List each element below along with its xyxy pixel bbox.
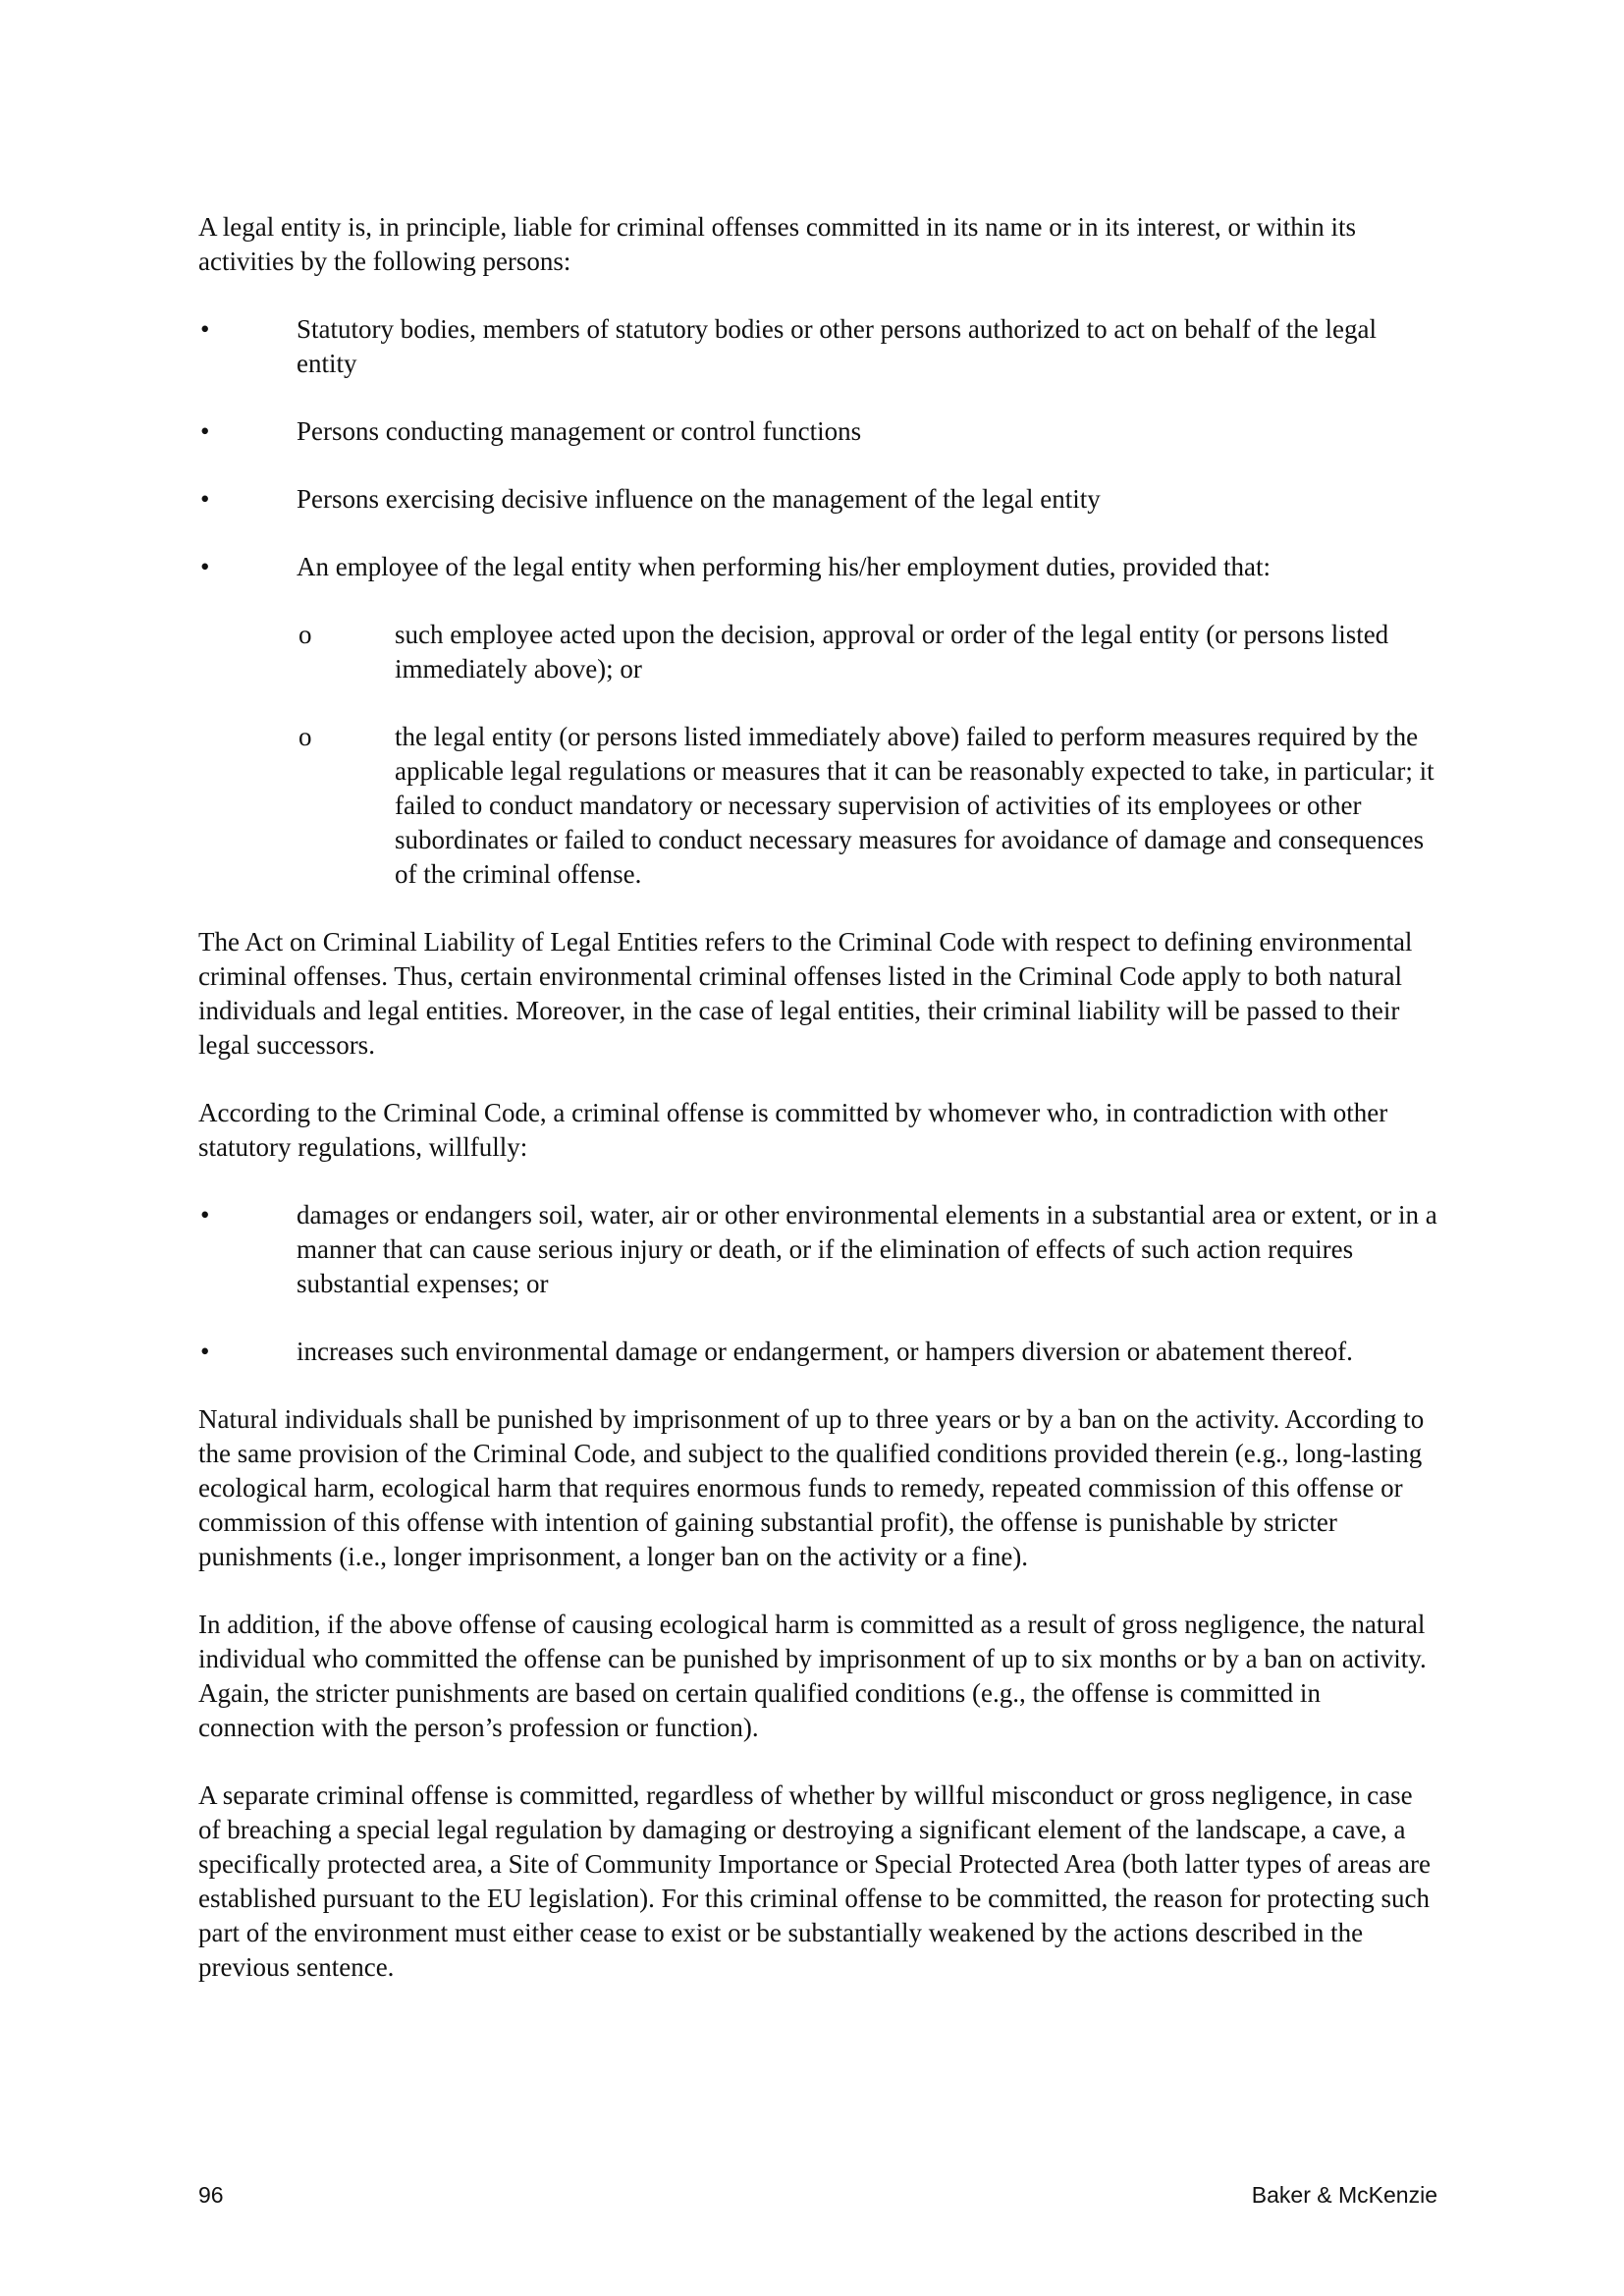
negligence-paragraph: In addition, if the above offense of causing ecological harm is committed as a result of gross negligence, the natural individual who committed the offense can be punished by imprisonment of up to six months or by a ban on activity. Again, the stricter punishments are based on certain qualified conditions (e.g., the offense is committed in connection with the person’s profession or function). xyxy=(198,1610,1427,1742)
list-item-text: damages or endangers soil, water, air or other environmental elements in a substantial area or extent, or in a manner that can cause serious injury or death, or if the elimination of effects of such action requires substantial expenses; or xyxy=(297,1200,1437,1298)
list-item-text: An employee of the legal entity when performing his/her employment duties, provided that: xyxy=(297,552,1271,581)
list-item-text: Statutory bodies, members of statutory bodies or other persons authorized to act on behalf of the legal entity xyxy=(297,314,1377,378)
sub-list-item xyxy=(297,618,1437,686)
bullet-icon: • xyxy=(200,416,210,446)
list-item xyxy=(198,550,1437,892)
sub-list-item-text: the legal entity (or persons listed immediately above) failed to perform measures required by the applicable legal regulations or measures that it can be reasonably expected to take, in particular; it failed to conduct mandatory or necessary supervision of activities of its employees or other subordinates or failed to conduct necessary measures for avoidance of damage and consequences of the criminal offense. xyxy=(395,722,1435,889)
liable-persons-list xyxy=(198,312,1437,892)
act-paragraph: The Act on Criminal Liability of Legal Entities refers to the Criminal Code with respect to defining environmental criminal offenses. Thus, certain environmental criminal offenses listed in the Criminal Code apply to both natural individuals and legal entities. Moreover, in the case of legal entities, their criminal liability will be passed to their legal successors. xyxy=(198,927,1413,1060)
list-item xyxy=(198,414,1437,449)
list-item xyxy=(198,1198,1437,1301)
sub-bullet-icon: o xyxy=(298,722,312,751)
bullet-icon: • xyxy=(200,1337,210,1366)
document-body xyxy=(198,210,1437,2018)
list-item-text: Persons exercising decisive influence on the management of the legal entity xyxy=(297,484,1101,514)
list-item xyxy=(198,312,1437,381)
bullet-icon: • xyxy=(200,1200,210,1230)
separate-offense-paragraph: A separate criminal offense is committed, regardless of whether by willful misconduct or gross negligence, in case of breaching a special legal regulation by damaging or destroying a significant element of the landscape, a cave, a specifically protected area, a Site of Community Importance or Special Protected Area (both latter types of areas are established pursuant to the EU legislation). For this criminal offense to be committed, the reason for protecting such part of the environment must either cease to exist or be substantially weakened by the actions described in the previous sentence. xyxy=(198,1780,1431,1982)
sub-bullet-icon: o xyxy=(298,620,312,649)
bullet-icon: • xyxy=(200,552,210,581)
bullet-icon: • xyxy=(200,314,210,344)
criminal-code-paragraph: According to the Criminal Code, a criminal offense is committed by whomever who, in contradiction with other statutory regulations, willfully: xyxy=(198,1098,1388,1162)
list-item xyxy=(198,1335,1437,1369)
footer-brand: Baker & McKenzie xyxy=(1251,2182,1437,2208)
punishment-paragraph: Natural individuals shall be punished by imprisonment of up to three years or by a ban on the activity. According to the same provision of the Criminal Code, and subject to the qualified conditions provided therein (e.g., long-lasting ecological harm, ecological harm that requires enormous funds to remedy, repeated commission of this offense or commission of this offense with intention of gaining substantial profit), the offense is punishable by stricter punishments (i.e., longer imprisonment, a longer ban on the activity or a fine). xyxy=(198,1404,1425,1571)
bullet-icon: • xyxy=(200,484,210,514)
intro-paragraph: A legal entity is, in principle, liable for criminal offenses committed in its name or in its interest, or within its activities by the following persons: xyxy=(198,212,1357,276)
sub-list-item xyxy=(297,720,1437,892)
offenses-list xyxy=(198,1198,1437,1369)
employee-conditions-list xyxy=(297,618,1437,892)
sub-list-item-text: such employee acted upon the decision, approval or order of the legal entity (or persons listed immediately above); or xyxy=(395,620,1389,683)
list-item-text: increases such environmental damage or endangerment, or hampers diversion or abatement thereof. xyxy=(297,1337,1353,1366)
page-number: 96 xyxy=(198,2182,224,2208)
list-item-text: Persons conducting management or control functions xyxy=(297,416,862,446)
list-item xyxy=(198,482,1437,517)
